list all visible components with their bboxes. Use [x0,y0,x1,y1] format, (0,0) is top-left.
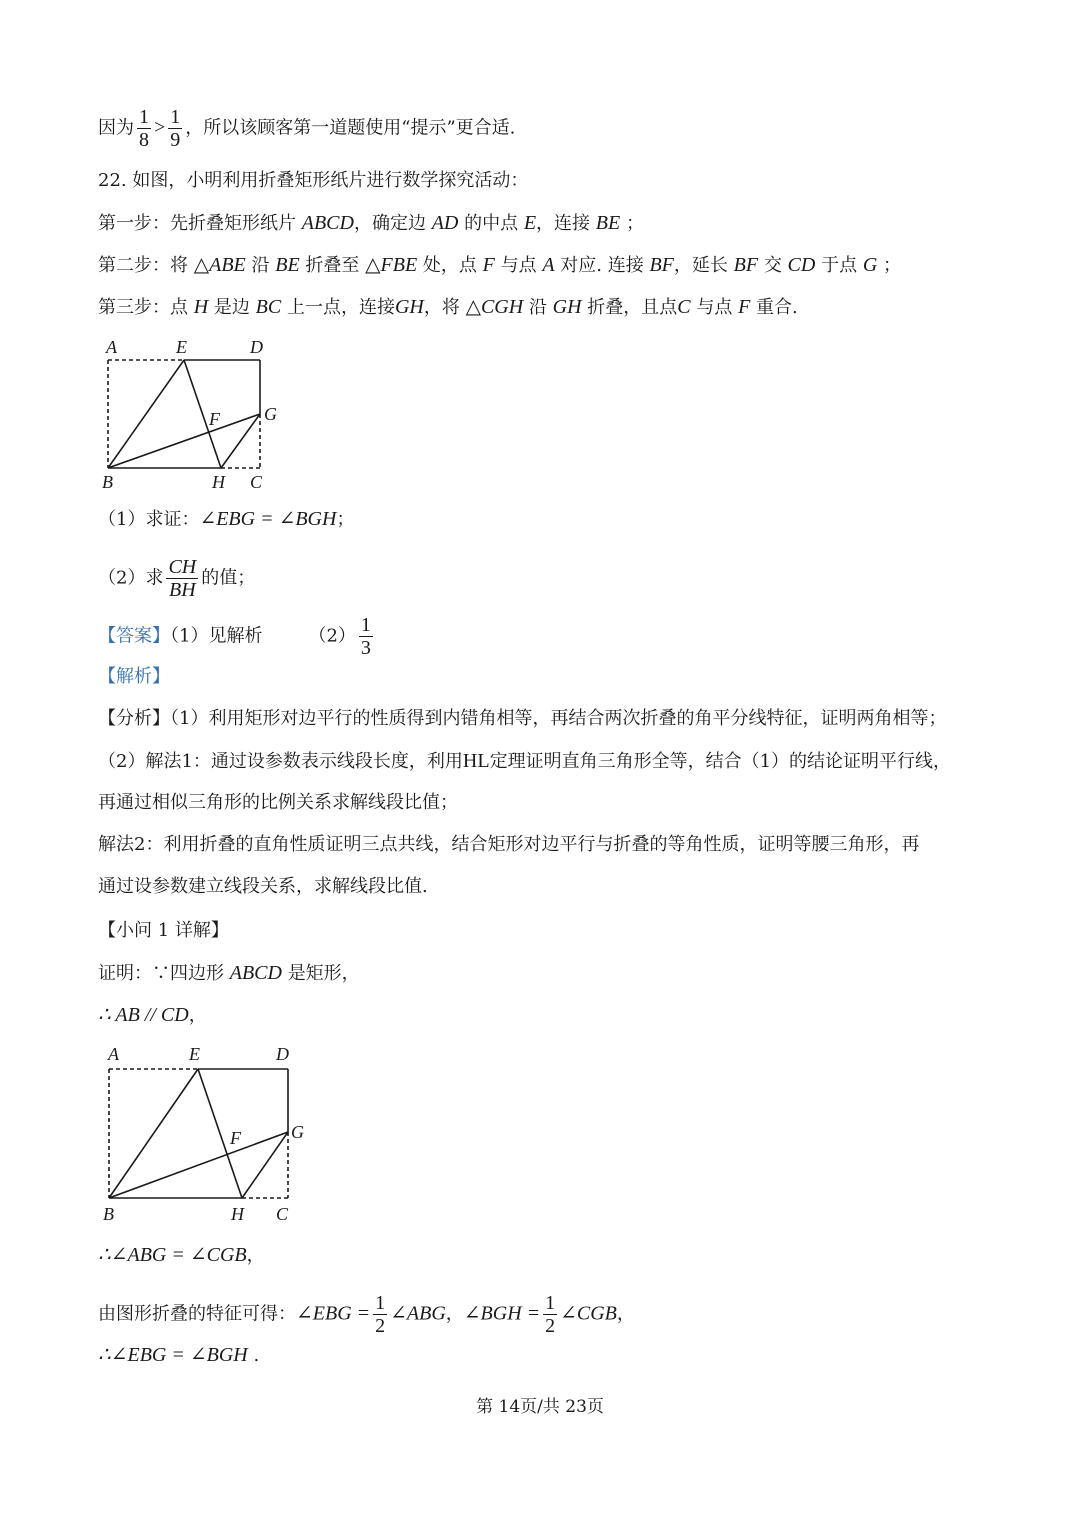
fraction-half-1: $\frac{1}{2}$ [375,1292,386,1337]
label-E: E [176,337,187,357]
geometry-figure-1 [96,334,296,494]
proof-angle-abg: ∴∠ABG = ∠CGB， [98,1244,265,1266]
label-D: D [250,337,263,357]
proof-conclusion: ∴∠EBG = ∠BGH . [98,1344,260,1366]
label-B: B [102,472,113,492]
label-G: G [264,404,277,424]
analysis-4: 解法2：利用折叠的直角性质证明三点共线，结合矩形对边平行与折叠的等角性质，证明等腰三角形，再 [98,834,920,855]
label-D: D [276,1044,289,1064]
analysis-5: 通过设参数建立线段关系，求解线段比值. [98,876,428,897]
label-A: A [108,1044,119,1064]
analysis-1: 【分析】（1）利用矩形对边平行的性质得到内错角相等，再结合两次折叠的角平分线特征，证明两角相等； [98,708,947,729]
label-F: F [230,1128,241,1148]
proof-fold-feature: 由图形折叠的特征可得：∠EBG = $\frac{1}{2}$ ∠ABG，∠BGH = $\frac{1}{2}$ ∠CGB， [98,1292,635,1337]
line-because: 因为 $\frac{1}{8}$ > $\frac{1}{9}$ ，所以该顾客第一道题使用“提示”更合适. [98,106,516,151]
step-2: 第二步：将 △ABE 沿 BE 折叠至 △FBE 处，点 F 与点 A 对应. 连接 BF，延长 BF 交 CD 于点 G ； [98,254,901,276]
problem-22-title: 22. 如图，小明利用折叠矩形纸片进行数学探究活动： [98,170,529,191]
answer-line: 【答案】（1）见解析 （2） $\frac{1}{3}$ [98,614,371,659]
analysis-2: （2）解法1：通过设参数表示线段长度，利用HL定理证明直角三角形全等，结合（1）的结论证明平行线， [98,750,952,772]
label-C: C [276,1204,289,1224]
label-E: E [189,1044,200,1064]
label-H: H [231,1204,244,1224]
fraction-1-8: $\frac{1}{8}$ [139,106,149,151]
analysis-3: 再通过相似三角形的比例关系求解线段比值； [98,792,458,813]
analysis-tag: 【解析】 [98,666,170,687]
fraction-1-9: $\frac{1}{9}$ [170,106,181,151]
label-F: F [209,409,220,429]
question-2: （2）求 $\frac{CH}{BH}$ 的值； [98,556,256,601]
fraction-ch-bh: $\frac{CH}{BH}$ [168,556,197,601]
proof-start: 证明：∵四边形 ABCD 是矩形， [98,962,360,984]
label-B: B [103,1204,114,1224]
sub-question-1-heading: 【小问 1 详解】 [98,920,229,941]
fraction-half-2: $\frac{1}{2}$ [545,1292,556,1337]
answer-tag: 【答案】 [98,625,170,647]
geometry-figure-2 [96,1040,326,1230]
step-1: 第一步：先折叠矩形纸片 ABCD，确定边 AD 的中点 E，连接 BE ； [98,212,644,234]
page-footer: 第 14页/共 23页 [476,1397,604,1417]
label-G: G [291,1122,304,1142]
proof-parallel: ∴ AB // CD， [98,1004,207,1026]
step-3: 第三步：点 H 是边 BC 上一点，连接GH，将 △CGH 沿 GH 折叠，且点C 与点 F 重合. [98,296,798,318]
question-1: （1）求证：∠EBG = ∠BGH； [98,508,355,530]
label-C: C [250,472,263,492]
label-A: A [106,337,117,357]
fraction-1-3: $\frac{1}{3}$ [360,614,371,659]
label-H: H [212,472,225,492]
